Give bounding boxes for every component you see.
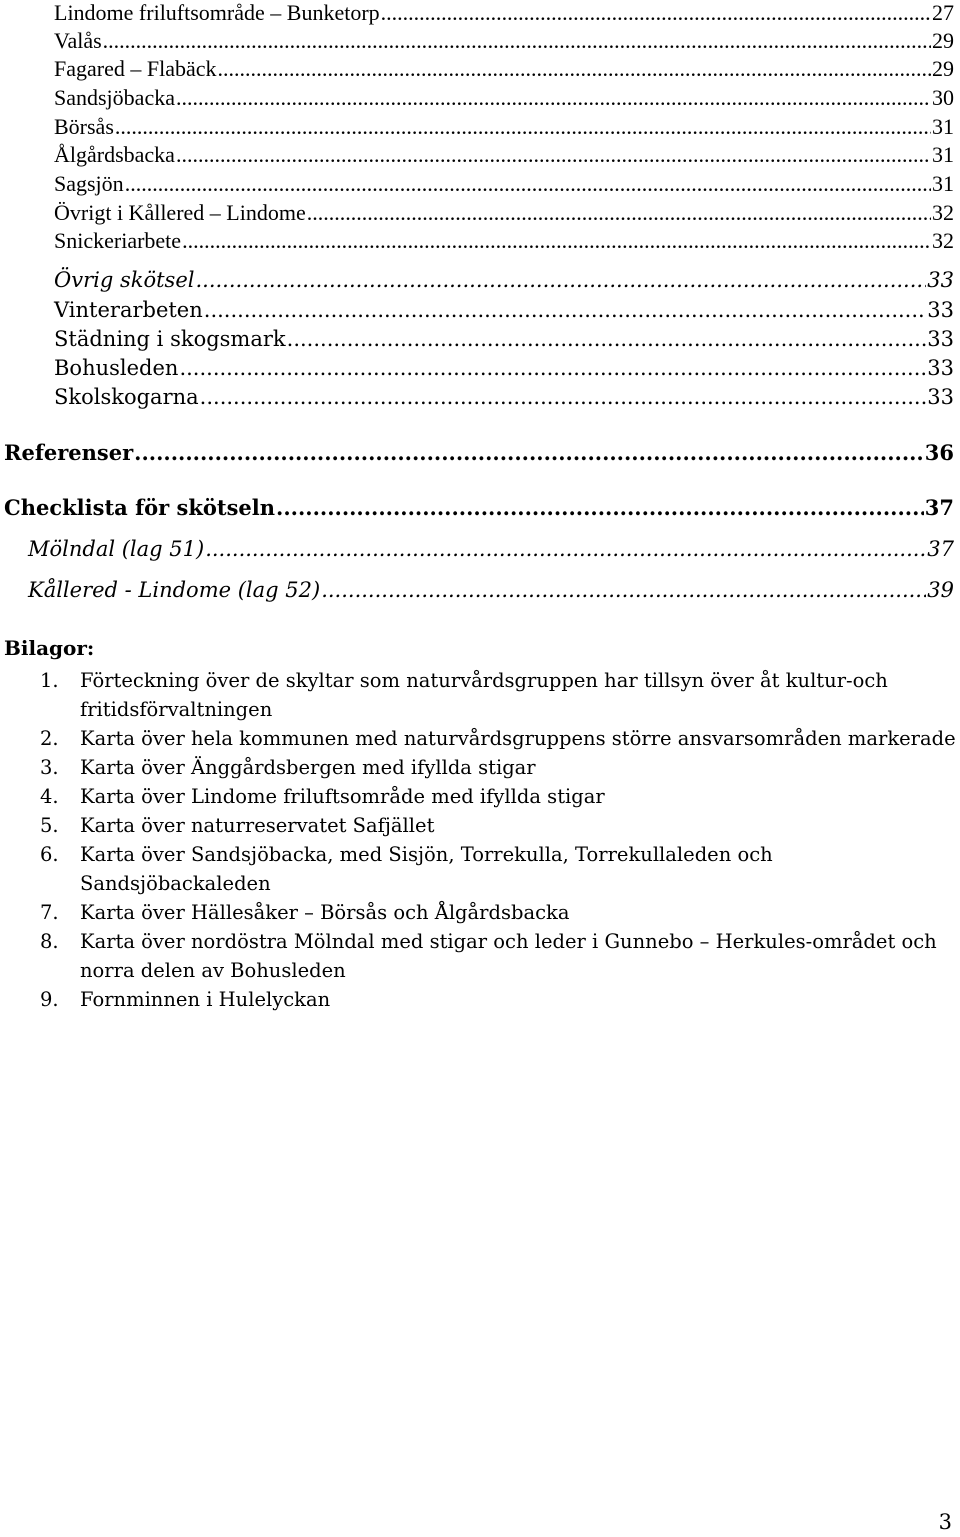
toc-entry-ovrigt-kallered[interactable] [54, 200, 954, 226]
toc-entry-page: 39 [927, 578, 954, 602]
toc-leader-dots [287, 327, 927, 351]
toc-entry-page: 32 [932, 228, 954, 253]
toc-entry-algardsbacka[interactable] [54, 142, 954, 168]
toc-leader-dots [218, 56, 932, 82]
toc-leader-dots [115, 114, 931, 140]
toc-leader-dots [134, 440, 924, 465]
toc-entry-bohusleden[interactable] [54, 356, 954, 380]
toc-entry-valas[interactable] [54, 28, 954, 54]
toc-leader-dots [205, 537, 926, 561]
toc-entry-label: Fagared – Flabäck [54, 56, 217, 81]
toc-leader-dots [179, 356, 926, 380]
toc-entry-page: 33 [927, 385, 954, 409]
toc-entry-label: Lindome friluftsområde – Bunketorp [54, 0, 380, 25]
toc-entry-referenser[interactable] [4, 440, 954, 465]
toc-entry-page: 33 [927, 298, 954, 322]
toc-entry-label: Skolskogarna [54, 385, 199, 409]
list-item-text: Karta över Lindome friluftsområde med ifyllda stigar [80, 785, 605, 808]
toc-entry-label: Vinterarbeten [54, 298, 203, 322]
list-item-text: Förteckning över de skyltar som naturvårdsgruppen har tillsyn över åt kultur-och fritidsförvaltningen [80, 669, 888, 721]
list-item-number: 6. [40, 843, 59, 866]
toc-entry-page: 33 [927, 268, 954, 292]
toc-entry-sagsjon[interactable] [54, 171, 954, 197]
list-item-number: 7. [40, 901, 59, 924]
toc-entry-page: 30 [932, 85, 954, 110]
list-item-text: Karta över nordöstra Mölndal med stigar och leder i Gunnebo – Herkules-området och norra delen av Bohusleden [80, 930, 937, 982]
list-item-number: 1. [40, 669, 59, 692]
list-item [40, 753, 960, 782]
toc-entry-page: 27 [932, 0, 954, 25]
list-item [40, 898, 960, 927]
toc-leader-dots [276, 495, 924, 520]
toc-entry-page: 33 [927, 327, 954, 351]
bilagor-heading: Bilagor: [4, 636, 95, 660]
toc-leader-dots [103, 28, 931, 54]
toc-entry-label: Städning i skogsmark [54, 327, 286, 351]
list-item-number: 4. [40, 785, 59, 808]
toc-entry-page: 33 [927, 356, 954, 380]
toc-entry-label: Övrig skötsel [54, 268, 195, 292]
toc-entry-label: Checklista för skötseln [4, 495, 276, 520]
list-item-text: Fornminnen i Hulelyckan [80, 988, 331, 1011]
list-item-text: Karta över hela kommunen med naturvårdsgruppens större ansvarsområden markerade [80, 727, 956, 750]
toc-entry-label: Bohusleden [54, 356, 179, 380]
toc-entry-label: Sandsjöbacka [54, 85, 175, 110]
toc-entry-label: Kållered - Lindome (lag 52) [28, 578, 321, 602]
toc-entry-label: Snickeriarbete [54, 228, 182, 253]
toc-leader-dots [176, 85, 931, 111]
toc-entry-kallered-lag52[interactable] [28, 578, 954, 602]
list-item-number: 9. [40, 988, 59, 1011]
toc-entry-page: 29 [932, 56, 954, 81]
list-item [40, 666, 960, 724]
toc-entry-fagared[interactable] [54, 56, 954, 82]
toc-leader-dots [200, 385, 927, 409]
toc-leader-dots [307, 200, 931, 226]
toc-leader-dots [176, 142, 931, 168]
toc-entry-page: 29 [932, 28, 954, 53]
list-item-number: 3. [40, 756, 59, 779]
list-item [40, 840, 960, 898]
toc-entry-label: Valås [54, 28, 102, 53]
toc-entry-ovrig-skotsel[interactable] [54, 268, 954, 292]
toc-entry-borsas[interactable] [54, 114, 954, 140]
toc-entry-lindome-friluftsomrade[interactable] [54, 0, 954, 26]
toc-entry-label: Referenser [4, 440, 134, 465]
list-item-number: 5. [40, 814, 59, 837]
list-item [40, 927, 960, 985]
toc-entry-label: Börsås [54, 114, 114, 139]
toc-entry-molndal-lag51[interactable] [28, 537, 954, 561]
list-item-text: Karta över naturreservatet Safjället [80, 814, 435, 837]
toc-entry-page: 37 [927, 537, 954, 561]
list-item [40, 724, 960, 753]
list-item [40, 985, 960, 1014]
toc-leader-dots [321, 578, 926, 602]
toc-entry-label: Ålgårdsbacka [54, 142, 175, 167]
list-item [40, 782, 960, 811]
page-number: 3 [938, 1510, 952, 1534]
list-item-number: 2. [40, 727, 59, 750]
list-item-number: 8. [40, 930, 59, 953]
toc-entry-checklista[interactable] [4, 495, 954, 520]
toc-entry-page: 36 [924, 440, 954, 465]
toc-entry-label: Sagsjön [54, 171, 124, 196]
bilagor-list [40, 666, 960, 1014]
toc-entry-snickeriarbete[interactable] [54, 228, 954, 254]
toc-entry-page: 32 [932, 200, 954, 225]
toc-leader-dots [195, 268, 926, 292]
list-item-text: Karta över Sandsjöbacka, med Sisjön, Torrekulla, Torrekullaleden och Sandsjöbackaleden [80, 843, 773, 895]
list-item-text: Karta över Änggårdsbergen med ifyllda stigar [80, 756, 536, 779]
toc-leader-dots [182, 228, 931, 254]
toc-leader-dots [204, 298, 927, 322]
toc-leader-dots [125, 171, 931, 197]
toc-entry-vinterarbeten[interactable] [54, 298, 954, 322]
toc-entry-page: 31 [932, 171, 954, 196]
list-item [40, 811, 960, 840]
toc-entry-page: 31 [932, 142, 954, 167]
toc-entry-page: 31 [932, 114, 954, 139]
toc-entry-skolskogarna[interactable] [54, 385, 954, 409]
toc-entry-label: Övrigt i Kållered – Lindome [54, 200, 306, 225]
list-item-text: Karta över Hällesåker – Börsås och Ålgårdsbacka [80, 901, 570, 924]
toc-entry-label: Mölndal (lag 51) [28, 537, 205, 561]
toc-entry-stadning[interactable] [54, 327, 954, 351]
toc-leader-dots [381, 0, 931, 26]
toc-entry-sandsjobacka[interactable] [54, 85, 954, 111]
toc-entry-page: 37 [924, 495, 954, 520]
